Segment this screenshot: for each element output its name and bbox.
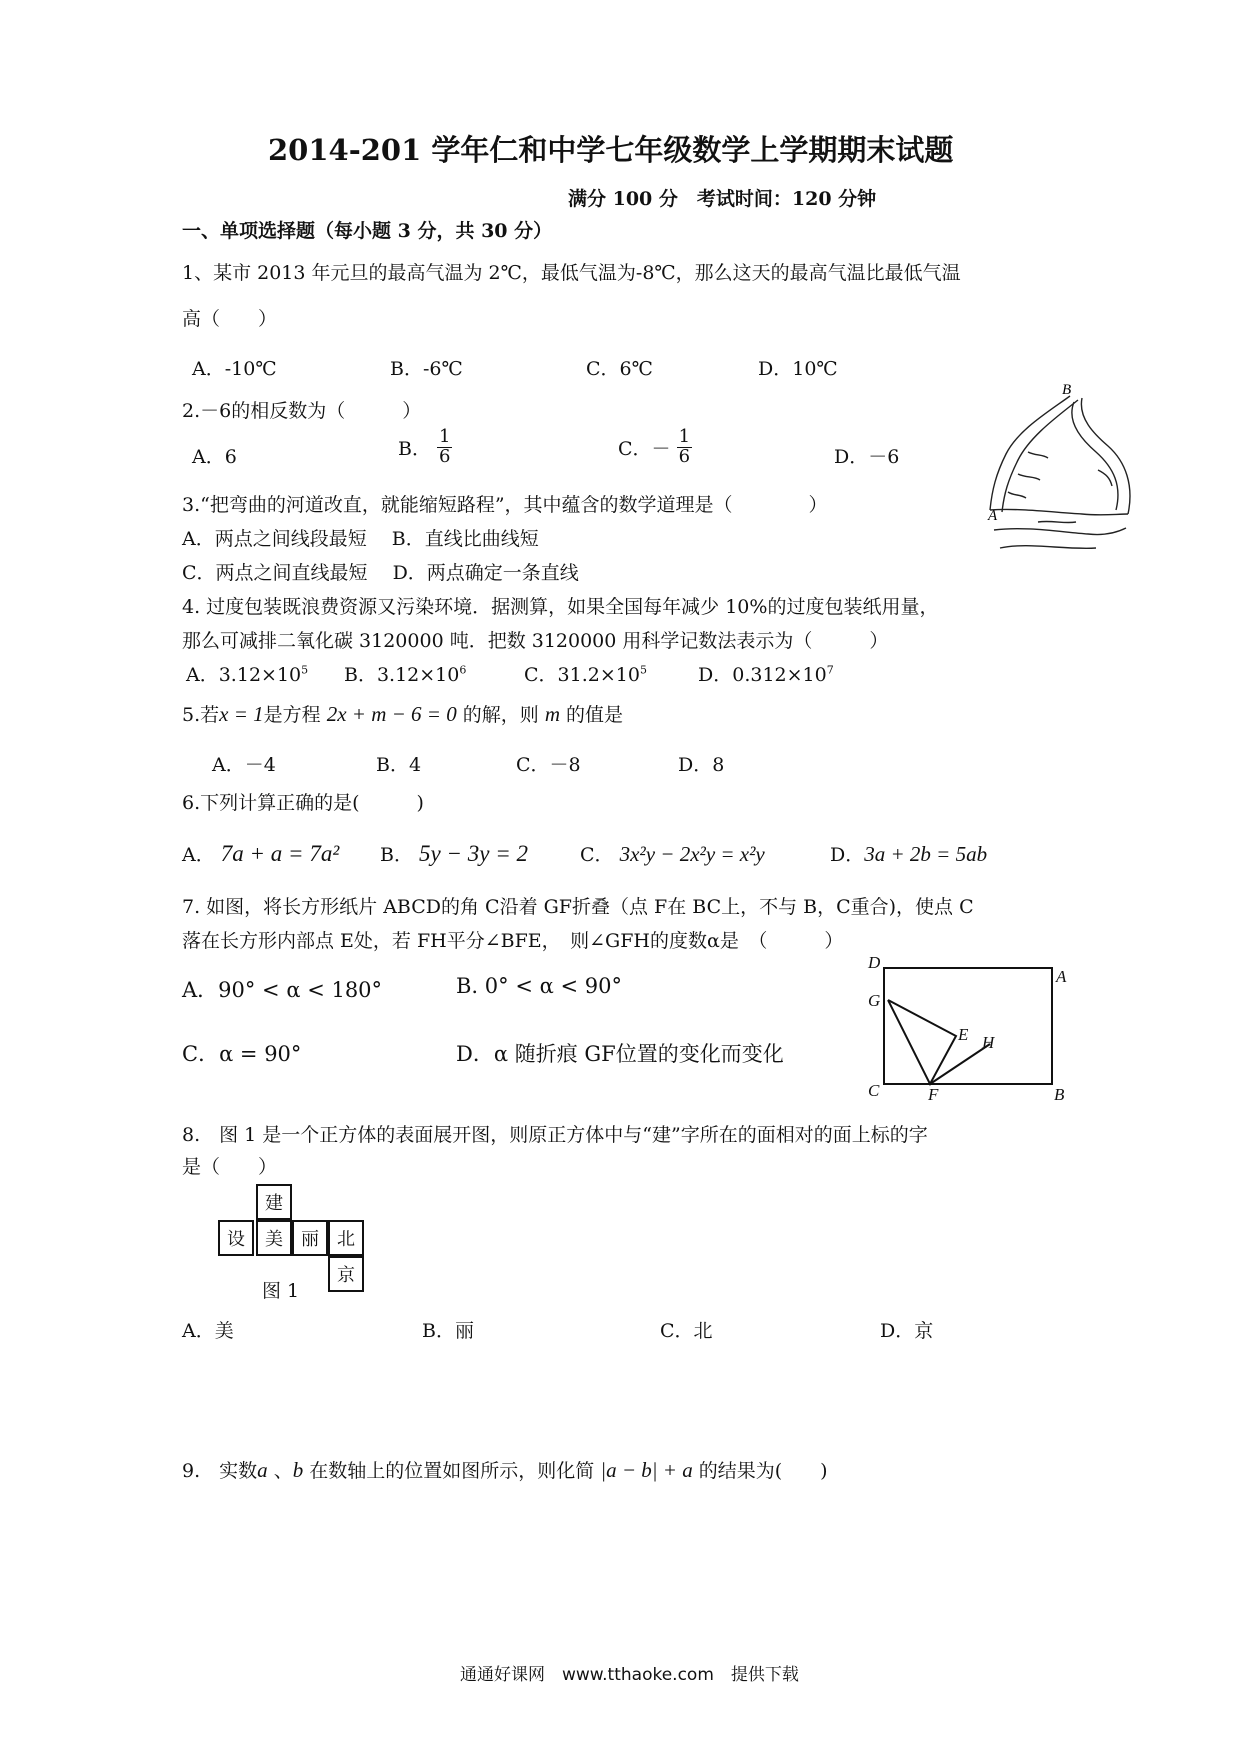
q9-suffix: 的结果为( ): [698, 1460, 828, 1482]
q2-option-b-fraction: [437, 428, 452, 467]
q4-line2: 那么可减排二氧化碳 3120000 吨．把数 3120000 用科学记数法表示为（ ）: [182, 630, 889, 652]
q2-option-d: D．－6: [834, 446, 900, 468]
q5-option-a: A．－4: [212, 754, 276, 776]
section-heading: 一、单项选择题（每小题 3 分，共 30 分）: [182, 220, 553, 242]
q4-option-c-exp: 5: [639, 663, 647, 677]
q1-line2: 高（ ）: [182, 308, 278, 330]
q4-option-b-exp: 6: [459, 663, 467, 677]
q4-option-d: [698, 660, 834, 687]
q5-stem: [182, 700, 623, 727]
net-cell-mei: 美: [256, 1220, 292, 1256]
q9-sep: 、: [273, 1460, 293, 1482]
q7-option-b: B. 0° < α < 90°: [456, 974, 622, 998]
q2-option-b: [398, 428, 452, 467]
q4-option-a-base: A．3.12×10: [186, 664, 302, 686]
rectangle-fold-figure: [858, 954, 1078, 1100]
q2-option-c-fraction: [677, 428, 692, 467]
q5-option-c: C．－8: [516, 754, 581, 776]
label-a: A: [1056, 967, 1067, 986]
q3-options-ab: A．两点之间线段最短 B．直线比曲线短: [182, 528, 539, 550]
q8-option-d: D．京: [880, 1320, 934, 1342]
q4-option-a: [186, 660, 308, 687]
label-g: G: [868, 991, 881, 1010]
fraction-numerator: 1: [678, 426, 691, 447]
label-e: E: [958, 1025, 969, 1044]
q9-mid: 在数轴上的位置如图所示，则化简: [309, 1460, 595, 1482]
q4-option-c-base: C．31.2×10: [524, 664, 640, 686]
net-cell-jing: 京: [328, 1256, 364, 1292]
q4-option-d-base: D．0.312×10: [698, 664, 827, 686]
q1-option-c: C．6℃: [586, 358, 653, 380]
fraction-denominator: 6: [678, 445, 691, 467]
q6-option-d-expr: 3a + 2b = 5ab: [864, 842, 988, 866]
q9-prefix: 9. 实数: [182, 1460, 258, 1482]
q7-option-a: A．90° < α < 180°: [182, 978, 383, 1002]
net-cell-bei: 北: [328, 1220, 364, 1256]
exam-info: 满分 100 分 考试时间：120 分钟: [568, 188, 877, 210]
q7-option-c: C．α = 90°: [182, 1042, 302, 1066]
q8-option-a: A．美: [182, 1320, 234, 1342]
q7-line1: 7. 如图，将长方形纸片 ABCD的角 C沿着 GF折叠（点 F在 BC上，不与 B，C重合)，使点 C: [182, 896, 974, 918]
q1-option-a: A．-10℃: [192, 358, 277, 380]
river-label-b: B: [1062, 382, 1072, 398]
net-cell-li: 丽: [292, 1220, 328, 1256]
river-figure: [978, 382, 1138, 562]
q6-option-c-label: C．: [580, 844, 614, 866]
q9-expression: |a − b| + a: [600, 1458, 693, 1482]
q5-var-m: m: [544, 702, 560, 726]
page-title: 2014-201 学年仁和中学七年级数学上学期期末试题: [268, 133, 954, 167]
q1-line1: 1、某市 2013 年元旦的最高气温为 2℃，最低气温为-8℃，那么这天的最高气温比最低气温: [182, 262, 961, 284]
q4-option-b-base: B．3.12×10: [344, 664, 460, 686]
label-h: H: [982, 1033, 995, 1052]
net-cell-she: 设: [218, 1220, 254, 1256]
q1-option-d: D．10℃: [758, 358, 838, 380]
q4-option-a-exp: 5: [301, 663, 309, 677]
q5-mid: 是方程: [263, 704, 321, 726]
q6-option-b: [380, 840, 528, 867]
q8-option-c: C．北: [660, 1320, 713, 1342]
q4-option-d-exp: 7: [826, 663, 834, 677]
q5-equation: 2x + m − 6 = 0: [326, 702, 457, 726]
q6-option-a-label: A．: [182, 844, 215, 866]
q5-prefix: 5.若: [182, 704, 220, 726]
fraction-denominator: 6: [439, 445, 451, 467]
q6-option-a: [182, 840, 339, 867]
q5-option-b: B．4: [376, 754, 422, 776]
label-f: F: [928, 1085, 939, 1100]
q1-option-b: B．-6℃: [390, 358, 463, 380]
q4-line1: 4. 过度包装既浪费资源又污染环境．据测算，如果全国每年减少 10%的过度包装纸用量，: [182, 596, 939, 618]
q6-option-d-label: D．: [830, 844, 865, 866]
q2-option-b-label: B．: [398, 437, 431, 460]
q6-option-a-expr: 7a + a = 7a²: [220, 841, 340, 866]
q5-suffix: 的值是: [566, 704, 624, 726]
q4-option-b: [344, 660, 466, 687]
net-cell-jian: 建: [256, 1184, 292, 1220]
label-d: D: [868, 954, 881, 972]
q8-line1: 8. 图 1 是一个正方体的表面展开图，则原正方体中与“建”字所在的面相对的面上标的字: [182, 1124, 928, 1146]
q6-stem: 6.下列计算正确的是( ): [182, 792, 424, 814]
q5-mid2: 的解，则: [462, 704, 539, 726]
q6-option-b-label: B．: [380, 844, 413, 866]
fraction-numerator: 1: [439, 426, 451, 447]
q2-stem: 2.－6的相反数为（ ）: [182, 400, 422, 422]
label-c: C: [868, 1081, 880, 1100]
footer-credit: 通通好课网 www.tthaoke.com 提供下载: [460, 1665, 799, 1685]
q6-option-d: [830, 840, 987, 867]
q6-option-c-expr: 3x²y − 2x²y = x²y: [619, 842, 765, 866]
q2-option-a: A．6: [192, 446, 237, 468]
q6-option-b-expr: 5y − 3y = 2: [419, 841, 528, 866]
q5-x-value: x = 1: [219, 702, 264, 726]
q8-line2: 是（ ）: [182, 1156, 278, 1178]
figure-caption: 图 1: [262, 1280, 300, 1302]
q3-stem: 3.“把弯曲的河道改直，就能缩短路程”，其中蕴含的数学道理是（ ）: [182, 494, 828, 516]
q4-option-c: [524, 660, 647, 687]
q8-option-b: B．丽: [422, 1320, 474, 1342]
river-label-a: A: [988, 508, 998, 524]
label-b: B: [1054, 1085, 1065, 1100]
q9-var-b: b: [292, 1458, 304, 1482]
q5-option-d: D．8: [678, 754, 725, 776]
q6-option-c: [580, 840, 765, 867]
fold-triangle: [888, 1000, 956, 1084]
q9-var-a: a: [257, 1458, 268, 1482]
q2-option-c: [618, 428, 692, 467]
bisector-fh: [930, 1044, 990, 1084]
q7-option-d: D．α 随折痕 GF位置的变化而变化: [456, 1042, 784, 1066]
q9-stem: [182, 1456, 828, 1483]
q7-line2: 落在长方形内部点 E处，若 FH平分∠BFE， 则∠GFH的度数α是 （ ）: [182, 930, 844, 952]
q3-options-cd: C．两点之间直线最短 D．两点确定一条直线: [182, 562, 579, 584]
q2-option-c-label: C．－: [618, 437, 671, 460]
